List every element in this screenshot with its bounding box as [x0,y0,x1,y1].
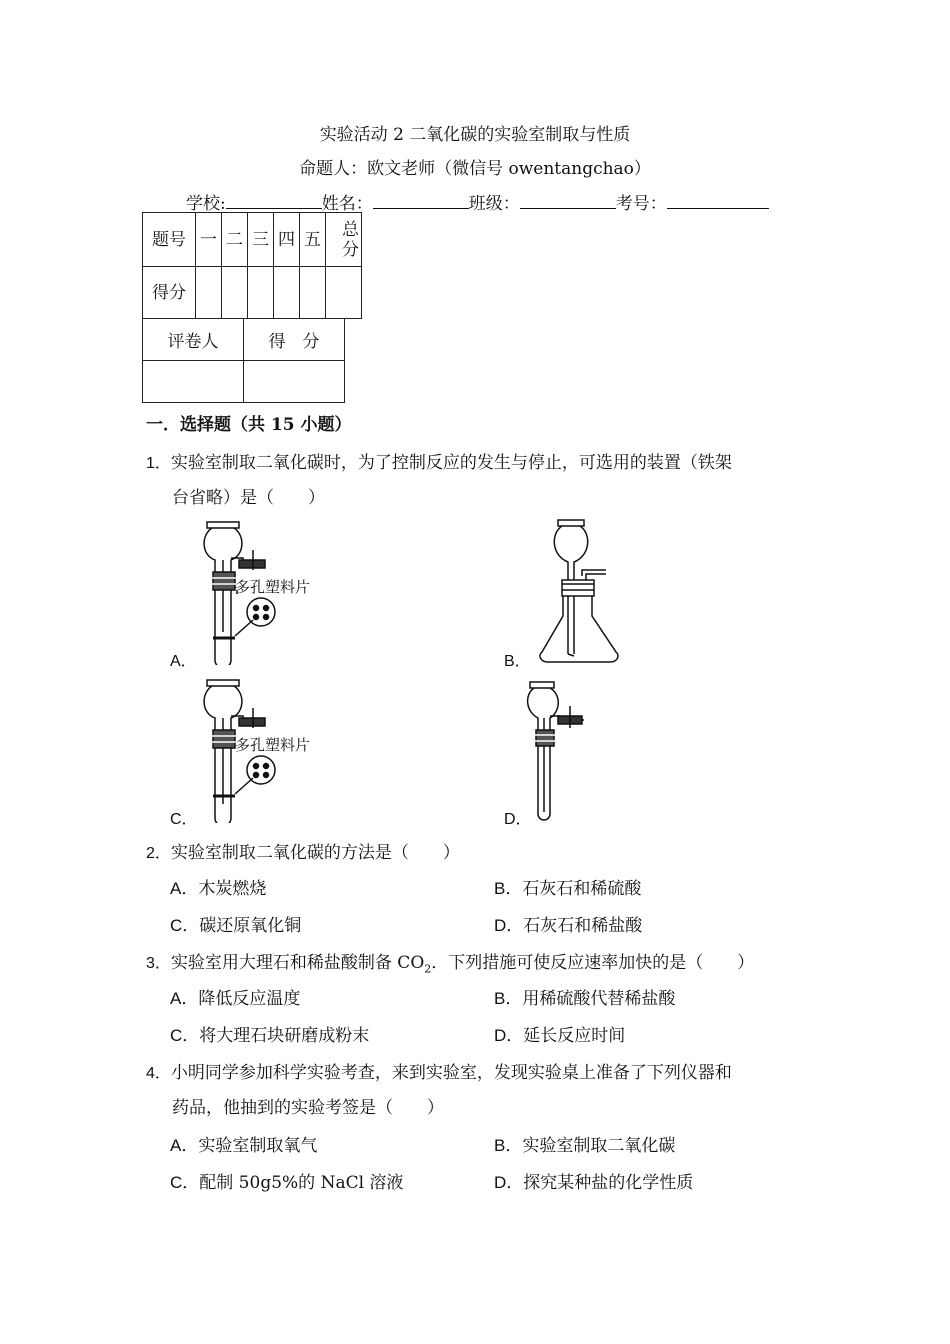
apparatus-c-figure [195,678,325,823]
grader-score-cell[interactable] [244,361,345,403]
col-header: 三 [248,213,274,267]
option-text: 将大理石块研磨成粉末 [199,1026,370,1046]
apparatus-a-figure [195,520,325,665]
name-blank[interactable] [373,192,469,209]
col-header: 五 [300,213,326,267]
option-letter: D． [494,1026,524,1045]
question-text: 实验室制取二氧化碳时，为了控制反应的发生与停止，可选用的装置（铁架 [170,453,732,473]
option-letter: B． [494,989,523,1008]
option-text: 降低反应温度 [198,989,301,1009]
option-letter: C． [170,1026,200,1045]
option-letter: C． [170,916,200,935]
score-cell[interactable] [274,267,300,319]
option-text: 石灰石和稀硫酸 [522,879,642,899]
grader-cell[interactable] [143,361,244,403]
option-d-letter[interactable]: D． [504,811,532,828]
col-header: 四 [274,213,300,267]
question-4-line1 [146,1058,732,1083]
question-text: 实验室制取二氧化碳的方法是（ ） [170,843,460,863]
figure-caption-a: 多孔塑料片 [235,578,311,596]
q3-option-c[interactable] [170,1021,369,1046]
q3-option-b[interactable] [494,984,675,1009]
option-b-letter[interactable]: B． [504,653,531,670]
figure-caption-c: 多孔塑料片 [235,736,311,754]
option-text: 石灰石和稀盐酸 [523,916,643,936]
question-3-line1 [146,948,754,975]
grader-label: 评卷人 [143,319,244,361]
score-cell[interactable] [196,267,222,319]
subscript: 2 [424,962,432,976]
option-text: 木炭燃烧 [198,879,267,899]
option-letter: C． [170,1173,200,1192]
option-letter: B． [494,879,523,898]
question-text: 小明同学参加科学实验考查，来到实验室，发现实验桌上准备了下列仪器和 [170,1063,732,1083]
q4-option-b[interactable] [494,1131,675,1156]
q4-option-c[interactable] [170,1168,403,1193]
q3-option-a[interactable] [170,984,300,1009]
col-header-total: 总分 [326,213,362,267]
score-cell[interactable] [300,267,326,319]
exam-no-blank[interactable] [667,192,769,209]
q4-option-d[interactable] [494,1168,693,1193]
option-letter: A． [170,879,199,898]
school-label: 学校: [186,194,226,214]
name-label: 姓名： [321,194,373,214]
q2-option-d[interactable] [494,911,642,936]
question-number: 2． [146,845,171,862]
class-blank[interactable] [520,192,616,209]
q2-option-c[interactable] [170,911,301,936]
option-letter: A． [170,989,199,1008]
question-text: 实验室用大理石和稀盐酸制备 CO [170,953,425,973]
author-line: 命题人：欧文老师（微信号 owentangchao） [299,159,651,179]
q4-option-a[interactable] [170,1131,317,1156]
score-table [142,212,362,319]
option-text: 延长反应时间 [523,1026,626,1046]
option-letter: D． [494,916,524,935]
option-text: 实验室制取氧气 [198,1136,318,1156]
question-number: 1． [146,455,171,472]
question-number: 3． [146,955,171,972]
col-header: 一 [196,213,222,267]
question-text: ．下列措施可使反应速率加快的是（ ） [431,953,755,973]
score-cell[interactable] [248,267,274,319]
apparatus-b-figure [528,516,638,666]
option-text: 实验室制取二氧化碳 [522,1136,676,1156]
page-title: 实验活动 2 二氧化碳的实验室制取与性质 [319,125,631,145]
school-blank[interactable] [226,192,322,209]
student-info-line [186,189,769,214]
option-text: 配制 50g5%的 NaCl 溶液 [199,1173,404,1193]
option-letter: D． [494,1173,524,1192]
class-label: 班级： [468,194,520,214]
grader-table [142,318,345,403]
option-letter: A． [170,1136,199,1155]
exam-no-label: 考号： [615,194,667,214]
question-1-line1 [146,448,732,473]
apparatus-d-figure [520,680,600,825]
question-text-line2: 药品，他抽到的实验考签是（ ） [172,1098,444,1118]
score-cell[interactable] [326,267,362,319]
q2-option-a[interactable] [170,874,266,899]
option-text: 碳还原氧化铜 [199,916,302,936]
option-text: 用稀硫酸代替稀盐酸 [522,989,676,1009]
q3-option-d[interactable] [494,1021,625,1046]
option-a-letter[interactable]: A． [170,653,197,670]
question-number: 4． [146,1065,171,1082]
row-label-score: 得分 [143,267,196,319]
section-title: 一．选择题（共 15 小题） [146,415,352,435]
option-c-letter[interactable]: C． [170,811,198,828]
question-text-line2: 台省略）是（ ） [172,488,325,508]
question-2-line1 [146,838,460,863]
grader-score-label: 得 分 [244,319,345,361]
option-letter: B． [494,1136,523,1155]
q2-option-b[interactable] [494,874,641,899]
col-header: 二 [222,213,248,267]
row-label-question-number: 题号 [143,213,196,267]
score-cell[interactable] [222,267,248,319]
option-text: 探究某种盐的化学性质 [523,1173,694,1193]
